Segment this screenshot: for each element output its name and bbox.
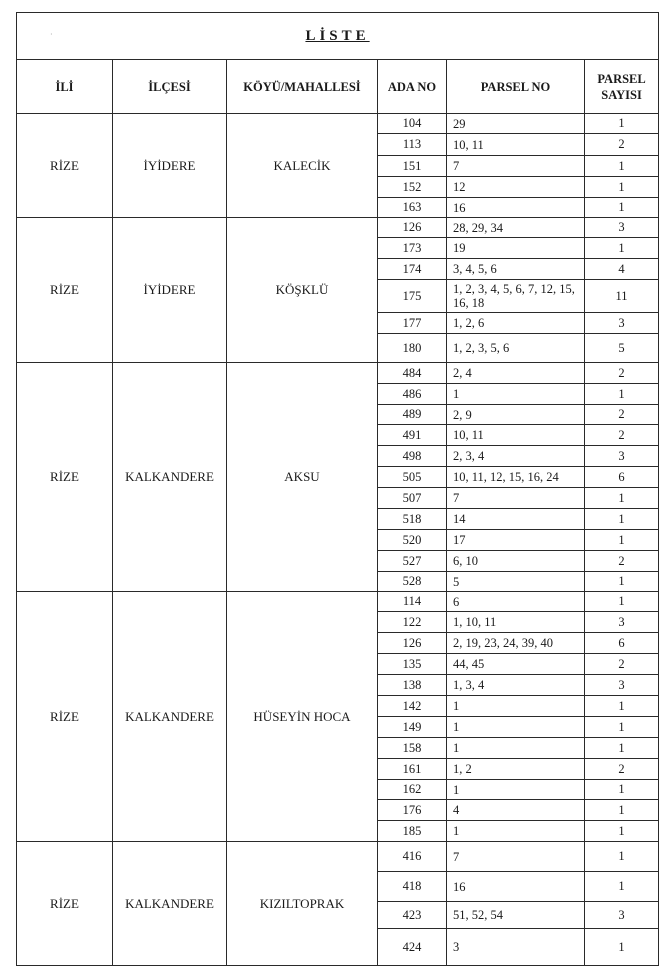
parsel-no-cell: 14 <box>447 509 585 530</box>
parsel-sayisi-cell: 4 <box>585 259 659 280</box>
table-body <box>17 114 659 966</box>
parsel-sayisi-cell: 6 <box>585 633 659 654</box>
ada-no-cell: 158 <box>378 738 447 759</box>
ada-no-cell: 520 <box>378 530 447 551</box>
parsel-no-cell: 1 <box>447 780 585 800</box>
parsel-sayisi-cell: 1 <box>585 238 659 259</box>
group-il-cell: RİZE <box>17 363 113 592</box>
parsel-no-cell: 5 <box>447 572 585 592</box>
parsel-no-cell: 1 <box>447 738 585 759</box>
ada-no-cell: 505 <box>378 467 447 488</box>
column-header-ada-no: ADA NO <box>378 60 447 114</box>
parsel-no-cell: 2, 3, 4 <box>447 446 585 467</box>
ada-no-cell: 149 <box>378 717 447 738</box>
parsel-no-cell: 16 <box>447 872 585 902</box>
parsel-no-cell: 51, 52, 54 <box>447 902 585 929</box>
table-row <box>17 363 659 384</box>
parsel-sayisi-cell: 1 <box>585 821 659 842</box>
ada-no-cell: 113 <box>378 134 447 156</box>
parsel-sayisi-cell: 1 <box>585 198 659 218</box>
ada-no-cell: 176 <box>378 800 447 821</box>
column-header-koy: KÖYÜ/MAHALLESİ <box>227 60 378 114</box>
group-il-cell: RİZE <box>17 842 113 966</box>
parsel-sayisi-cell: 1 <box>585 842 659 872</box>
parsel-no-cell: 1, 10, 11 <box>447 612 585 633</box>
parsel-sayisi-cell: 3 <box>585 902 659 929</box>
parsel-sayisi-cell: 11 <box>585 280 659 313</box>
parsel-sayisi-cell: 3 <box>585 675 659 696</box>
ada-no-cell: 484 <box>378 363 447 384</box>
parsel-no-cell: 4 <box>447 800 585 821</box>
parsel-no-cell: 10, 11 <box>447 134 585 156</box>
parsel-no-cell: 1 <box>447 696 585 717</box>
ada-no-cell: 114 <box>378 592 447 612</box>
parsel-no-cell: 3 <box>447 929 585 966</box>
ada-no-cell: 498 <box>378 446 447 467</box>
ada-no-cell: 423 <box>378 902 447 929</box>
parsel-no-cell: 44, 45 <box>447 654 585 675</box>
column-header-parsel-no: PARSEL NO <box>447 60 585 114</box>
parsel-no-cell: 2, 19, 23, 24, 39, 40 <box>447 633 585 654</box>
parsel-no-cell: 1, 2 <box>447 759 585 780</box>
document-page <box>16 12 658 966</box>
group-ilce-cell: İYİDERE <box>113 218 227 363</box>
ada-no-cell: 185 <box>378 821 447 842</box>
parsel-sayisi-cell: 1 <box>585 696 659 717</box>
parsel-no-cell: 28, 29, 34 <box>447 218 585 238</box>
header-row <box>17 60 659 114</box>
ada-no-cell: 491 <box>378 425 447 446</box>
parsel-no-cell: 10, 11 <box>447 425 585 446</box>
parsel-no-cell: 1, 3, 4 <box>447 675 585 696</box>
ada-no-cell: 138 <box>378 675 447 696</box>
parsel-sayisi-cell: 3 <box>585 313 659 334</box>
ada-no-cell: 518 <box>378 509 447 530</box>
group-ilce-cell: KALKANDERE <box>113 363 227 592</box>
group-koy-cell: KIZILTOPRAK <box>227 842 378 966</box>
ada-no-cell: 173 <box>378 238 447 259</box>
ada-no-cell: 174 <box>378 259 447 280</box>
parsel-sayisi-cell: 2 <box>585 363 659 384</box>
parsel-no-cell: 3, 4, 5, 6 <box>447 259 585 280</box>
ada-no-cell: 528 <box>378 572 447 592</box>
ada-no-cell: 180 <box>378 334 447 363</box>
parsel-no-cell: 7 <box>447 842 585 872</box>
parsel-sayisi-cell: 3 <box>585 612 659 633</box>
table-row <box>17 218 659 238</box>
ada-no-cell: 104 <box>378 114 447 134</box>
parsel-sayisi-cell: 1 <box>585 592 659 612</box>
parsel-sayisi-cell: 3 <box>585 446 659 467</box>
parsel-no-cell: 7 <box>447 488 585 509</box>
parcel-list-table <box>16 12 659 966</box>
parsel-no-cell: 1 <box>447 717 585 738</box>
parsel-sayisi-cell: 1 <box>585 177 659 198</box>
ada-no-cell: 135 <box>378 654 447 675</box>
group-il-cell: RİZE <box>17 114 113 218</box>
parsel-sayisi-cell: 1 <box>585 509 659 530</box>
parsel-no-cell: 17 <box>447 530 585 551</box>
ada-no-cell: 126 <box>378 633 447 654</box>
column-header-ilce: İLÇESİ <box>113 60 227 114</box>
parsel-no-cell: 6 <box>447 592 585 612</box>
group-ilce-cell: KALKANDERE <box>113 592 227 842</box>
parsel-sayisi-cell: 2 <box>585 759 659 780</box>
parsel-no-cell: 12 <box>447 177 585 198</box>
parsel-no-cell: 10, 11, 12, 15, 16, 24 <box>447 467 585 488</box>
group-ilce-cell: İYİDERE <box>113 114 227 218</box>
ada-no-cell: 152 <box>378 177 447 198</box>
ada-no-cell: 122 <box>378 612 447 633</box>
parsel-sayisi-cell: 1 <box>585 156 659 177</box>
parsel-sayisi-cell: 1 <box>585 800 659 821</box>
parsel-sayisi-cell: 1 <box>585 780 659 800</box>
ada-no-cell: 161 <box>378 759 447 780</box>
parsel-sayisi-cell: 1 <box>585 738 659 759</box>
parsel-no-cell: 2, 4 <box>447 363 585 384</box>
parsel-sayisi-cell: 6 <box>585 467 659 488</box>
ada-no-cell: 151 <box>378 156 447 177</box>
ada-no-cell: 162 <box>378 780 447 800</box>
scan-mark: · <box>50 30 53 39</box>
column-header-il: İLİ <box>17 60 113 114</box>
group-koy-cell: KALECİK <box>227 114 378 218</box>
group-il-cell: RİZE <box>17 218 113 363</box>
parsel-no-cell: 7 <box>447 156 585 177</box>
ada-no-cell: 424 <box>378 929 447 966</box>
parsel-no-cell: 1 <box>447 821 585 842</box>
parsel-sayisi-cell: 1 <box>585 488 659 509</box>
table-row <box>17 842 659 872</box>
parsel-sayisi-cell: 2 <box>585 405 659 425</box>
parsel-no-cell: 29 <box>447 114 585 134</box>
ada-no-cell: 177 <box>378 313 447 334</box>
parsel-no-cell: 6, 10 <box>447 551 585 572</box>
ada-no-cell: 126 <box>378 218 447 238</box>
ada-no-cell: 142 <box>378 696 447 717</box>
ada-no-cell: 418 <box>378 872 447 902</box>
parsel-sayisi-cell: 1 <box>585 114 659 134</box>
ada-no-cell: 163 <box>378 198 447 218</box>
ada-no-cell: 486 <box>378 384 447 405</box>
parsel-no-cell: 1, 2, 3, 5, 6 <box>447 334 585 363</box>
parsel-no-cell: 1, 2, 6 <box>447 313 585 334</box>
parsel-sayisi-cell: 1 <box>585 530 659 551</box>
group-koy-cell: KÖŞKLÜ <box>227 218 378 363</box>
group-koy-cell: AKSU <box>227 363 378 592</box>
title-row <box>17 13 659 60</box>
table-row <box>17 114 659 134</box>
ada-no-cell: 175 <box>378 280 447 313</box>
ada-no-cell: 507 <box>378 488 447 509</box>
parsel-sayisi-cell: 3 <box>585 218 659 238</box>
parsel-sayisi-cell: 2 <box>585 134 659 156</box>
parsel-sayisi-cell: 5 <box>585 334 659 363</box>
parsel-no-cell: 1 <box>447 384 585 405</box>
parsel-sayisi-cell: 2 <box>585 654 659 675</box>
parsel-sayisi-cell: 1 <box>585 872 659 902</box>
parsel-no-cell: 1, 2, 3, 4, 5, 6, 7, 12, 15, 16, 18 <box>447 280 585 313</box>
group-koy-cell: HÜSEYİN HOCA <box>227 592 378 842</box>
parsel-no-cell: 19 <box>447 238 585 259</box>
parsel-sayisi-cell: 1 <box>585 717 659 738</box>
parsel-sayisi-cell: 1 <box>585 929 659 966</box>
table-row <box>17 592 659 612</box>
parsel-no-cell: 2, 9 <box>447 405 585 425</box>
parsel-sayisi-cell: 2 <box>585 425 659 446</box>
parsel-sayisi-cell: 1 <box>585 572 659 592</box>
column-header-parsel-sayisi: PARSEL SAYISI <box>585 60 659 114</box>
ada-no-cell: 489 <box>378 405 447 425</box>
group-il-cell: RİZE <box>17 592 113 842</box>
parsel-sayisi-cell: 1 <box>585 384 659 405</box>
document-title: LİSTE <box>17 13 659 60</box>
group-ilce-cell: KALKANDERE <box>113 842 227 966</box>
ada-no-cell: 416 <box>378 842 447 872</box>
parsel-no-cell: 16 <box>447 198 585 218</box>
parsel-sayisi-cell: 2 <box>585 551 659 572</box>
ada-no-cell: 527 <box>378 551 447 572</box>
